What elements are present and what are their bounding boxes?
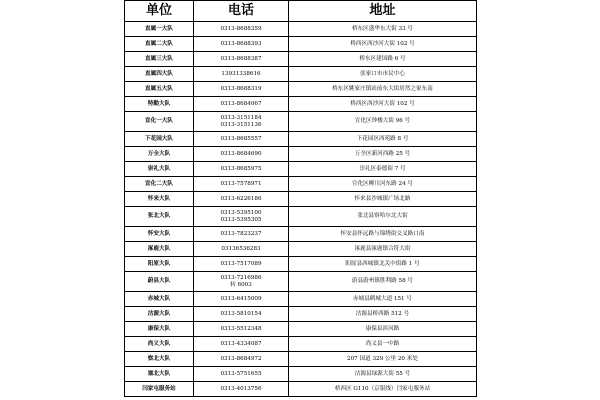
phone-line: 0313-7578971 bbox=[220, 180, 262, 187]
phone-line: 0313-3151184 bbox=[220, 114, 262, 121]
cell-unit: 直属五大队 bbox=[125, 82, 194, 97]
table-row bbox=[125, 132, 477, 147]
cell-unit: 崇礼大队 bbox=[125, 162, 194, 177]
table-row bbox=[125, 37, 477, 52]
cell-address: 康保县滨河路 bbox=[289, 322, 477, 337]
cell-unit: 阳原大队 bbox=[125, 257, 194, 272]
cell-address: 张家口市市民中心 bbox=[289, 67, 477, 82]
table-row bbox=[125, 337, 477, 352]
cell-phone bbox=[194, 162, 289, 177]
cell-address: 万全区新河西路 25 号 bbox=[289, 147, 477, 162]
phone-line: 0313-8685557 bbox=[220, 135, 262, 142]
cell-phone bbox=[194, 67, 289, 82]
cell-unit: 直属三大队 bbox=[125, 52, 194, 67]
cell-address: 桥东区建国路 6 号 bbox=[289, 52, 477, 67]
cell-address: 阳原县西城镇北关中街路 1 号 bbox=[289, 257, 477, 272]
table-row bbox=[125, 22, 477, 37]
phone-line: 0313-6226186 bbox=[220, 195, 262, 202]
cell-phone bbox=[194, 132, 289, 147]
phone-line: 0313-5395100 bbox=[220, 209, 262, 216]
cell-phone bbox=[194, 367, 289, 382]
phone-line: 0313-4013756 bbox=[220, 385, 262, 392]
table-row bbox=[125, 257, 477, 272]
table-row bbox=[125, 162, 477, 177]
table-row bbox=[125, 272, 477, 292]
cell-unit: 张北大队 bbox=[125, 207, 194, 227]
cell-address: 怀来县沙城镇广场北路 bbox=[289, 192, 477, 207]
cell-phone bbox=[194, 22, 289, 37]
cell-phone bbox=[194, 207, 289, 227]
table-row bbox=[125, 382, 477, 397]
cell-unit: 下花园大队 bbox=[125, 132, 194, 147]
cell-unit: 宣化二大队 bbox=[125, 177, 194, 192]
cell-address: 桥西区西沙河大街 102 号 bbox=[289, 97, 477, 112]
cell-address: 宣化区钟楼大街 96 号 bbox=[289, 112, 477, 132]
table-row bbox=[125, 307, 477, 322]
phone-line: 0313-8688359 bbox=[220, 25, 262, 32]
table-row bbox=[125, 207, 477, 227]
phone-line: 0313-8688393 bbox=[220, 40, 262, 47]
cell-unit: 察北大队 bbox=[125, 352, 194, 367]
table-row bbox=[125, 367, 477, 382]
table-row bbox=[125, 52, 477, 67]
table-row bbox=[125, 352, 477, 367]
header-address: 地址 bbox=[289, 1, 477, 22]
phone-line: 0313-4334087 bbox=[220, 340, 262, 347]
header-phone: 电话 bbox=[194, 1, 289, 22]
cell-unit: 塞北大队 bbox=[125, 367, 194, 382]
cell-phone bbox=[194, 147, 289, 162]
table-row bbox=[125, 177, 477, 192]
phone-line: 0313-8688387 bbox=[220, 55, 262, 62]
phone-line: 0313-7216986 bbox=[220, 274, 262, 281]
cell-address: 桥东区盛华东大街 33 号 bbox=[289, 22, 477, 37]
cell-phone bbox=[194, 382, 289, 397]
document-page bbox=[124, 0, 476, 400]
phone-line: 0313-8684972 bbox=[220, 355, 262, 362]
phone-line: 转 6003 bbox=[230, 281, 252, 288]
table-row bbox=[125, 242, 477, 257]
cell-phone bbox=[194, 52, 289, 67]
phone-line: 0313-7823237 bbox=[220, 230, 262, 237]
cell-phone bbox=[194, 192, 289, 207]
cell-unit: 怀来大队 bbox=[125, 192, 194, 207]
cell-phone bbox=[194, 97, 289, 112]
cell-address: 涿鹿县涿鹿镇合符大街 bbox=[289, 242, 477, 257]
cell-phone bbox=[194, 37, 289, 52]
table-row bbox=[125, 97, 477, 112]
header-unit: 单位 bbox=[125, 1, 194, 22]
cell-phone bbox=[194, 322, 289, 337]
phone-line: 0313-6415009 bbox=[220, 295, 262, 302]
cell-address: 沽源县桥西路 512 号 bbox=[289, 307, 477, 322]
cell-address: 蔚县蔚州镇胜利路 58 号 bbox=[289, 272, 477, 292]
cell-phone bbox=[194, 272, 289, 292]
table-row bbox=[125, 67, 477, 82]
cell-phone bbox=[194, 292, 289, 307]
cell-unit: 万全大队 bbox=[125, 147, 194, 162]
phone-line: 0313-5395305 bbox=[220, 216, 262, 223]
phone-line: 0313-5512348 bbox=[220, 325, 262, 332]
table-row bbox=[125, 82, 477, 97]
cell-unit: 尚义大队 bbox=[125, 337, 194, 352]
cell-unit: 蔚县大队 bbox=[125, 272, 194, 292]
cell-phone bbox=[194, 307, 289, 322]
cell-unit: 康保大队 bbox=[125, 322, 194, 337]
cell-unit: 宣化一大队 bbox=[125, 112, 194, 132]
table-row bbox=[125, 292, 477, 307]
cell-phone bbox=[194, 112, 289, 132]
cell-unit: 沽源大队 bbox=[125, 307, 194, 322]
contact-table bbox=[124, 0, 477, 397]
phone-line: 0313-8685975 bbox=[220, 165, 262, 172]
table-row bbox=[125, 112, 477, 132]
cell-unit: 直属二大队 bbox=[125, 37, 194, 52]
cell-address: 崇礼区泰德街 7 号 bbox=[289, 162, 477, 177]
cell-address: 怀安县怀远路与锦绣街交叉路口南 bbox=[289, 227, 477, 242]
table-row bbox=[125, 147, 477, 162]
cell-phone bbox=[194, 177, 289, 192]
table-row bbox=[125, 192, 477, 207]
phone-line: 0313-3151136 bbox=[220, 121, 262, 128]
cell-unit: 赤城大队 bbox=[125, 292, 194, 307]
cell-address: 张北县察哈尔北大街 bbox=[289, 207, 477, 227]
phone-line: 0313-5810154 bbox=[220, 310, 262, 317]
cell-phone bbox=[194, 337, 289, 352]
cell-unit: 闫家屯服务站 bbox=[125, 382, 194, 397]
cell-address: 尚义县一中路 bbox=[289, 337, 477, 352]
cell-address: 下花园区西苑路 8 号 bbox=[289, 132, 477, 147]
cell-phone bbox=[194, 82, 289, 97]
cell-address: 桥东区姚家庄镇站前东大街居然之家东南 bbox=[289, 82, 477, 97]
table-row bbox=[125, 322, 477, 337]
phone-line: 0313-8684690 bbox=[220, 150, 262, 157]
cell-address: 宣化区柳川河东路 24 号 bbox=[289, 177, 477, 192]
phone-line: 0313-5751655 bbox=[220, 370, 262, 377]
cell-unit: 特勤大队 bbox=[125, 97, 194, 112]
phone-line: 13931338616 bbox=[221, 70, 261, 77]
phone-line: 0313-8684067 bbox=[220, 100, 262, 107]
cell-unit: 怀安大队 bbox=[125, 227, 194, 242]
table-row bbox=[125, 227, 477, 242]
phone-line: 0313-7517089 bbox=[220, 260, 262, 267]
cell-phone bbox=[194, 227, 289, 242]
cell-address: 赤城县鹤城大道 151 号 bbox=[289, 292, 477, 307]
table-body bbox=[125, 22, 477, 397]
phone-line: 0313-8688319 bbox=[220, 85, 262, 92]
cell-address: 沽源县绿源大街 55 号 bbox=[289, 367, 477, 382]
cell-unit: 直属一大队 bbox=[125, 22, 194, 37]
phone-line: 03136536283 bbox=[221, 245, 261, 252]
cell-address: 207 国道 329 公里 20 米处 bbox=[289, 352, 477, 367]
cell-phone bbox=[194, 352, 289, 367]
cell-phone bbox=[194, 242, 289, 257]
cell-unit: 涿鹿大队 bbox=[125, 242, 194, 257]
cell-address: 桥西区西沙河大街 102 号 bbox=[289, 37, 477, 52]
cell-unit: 直属四大队 bbox=[125, 67, 194, 82]
cell-address: 桥西区 G110（京银线）闫家屯服务站 bbox=[289, 382, 477, 397]
cell-phone bbox=[194, 257, 289, 272]
table-header-row bbox=[125, 1, 477, 22]
